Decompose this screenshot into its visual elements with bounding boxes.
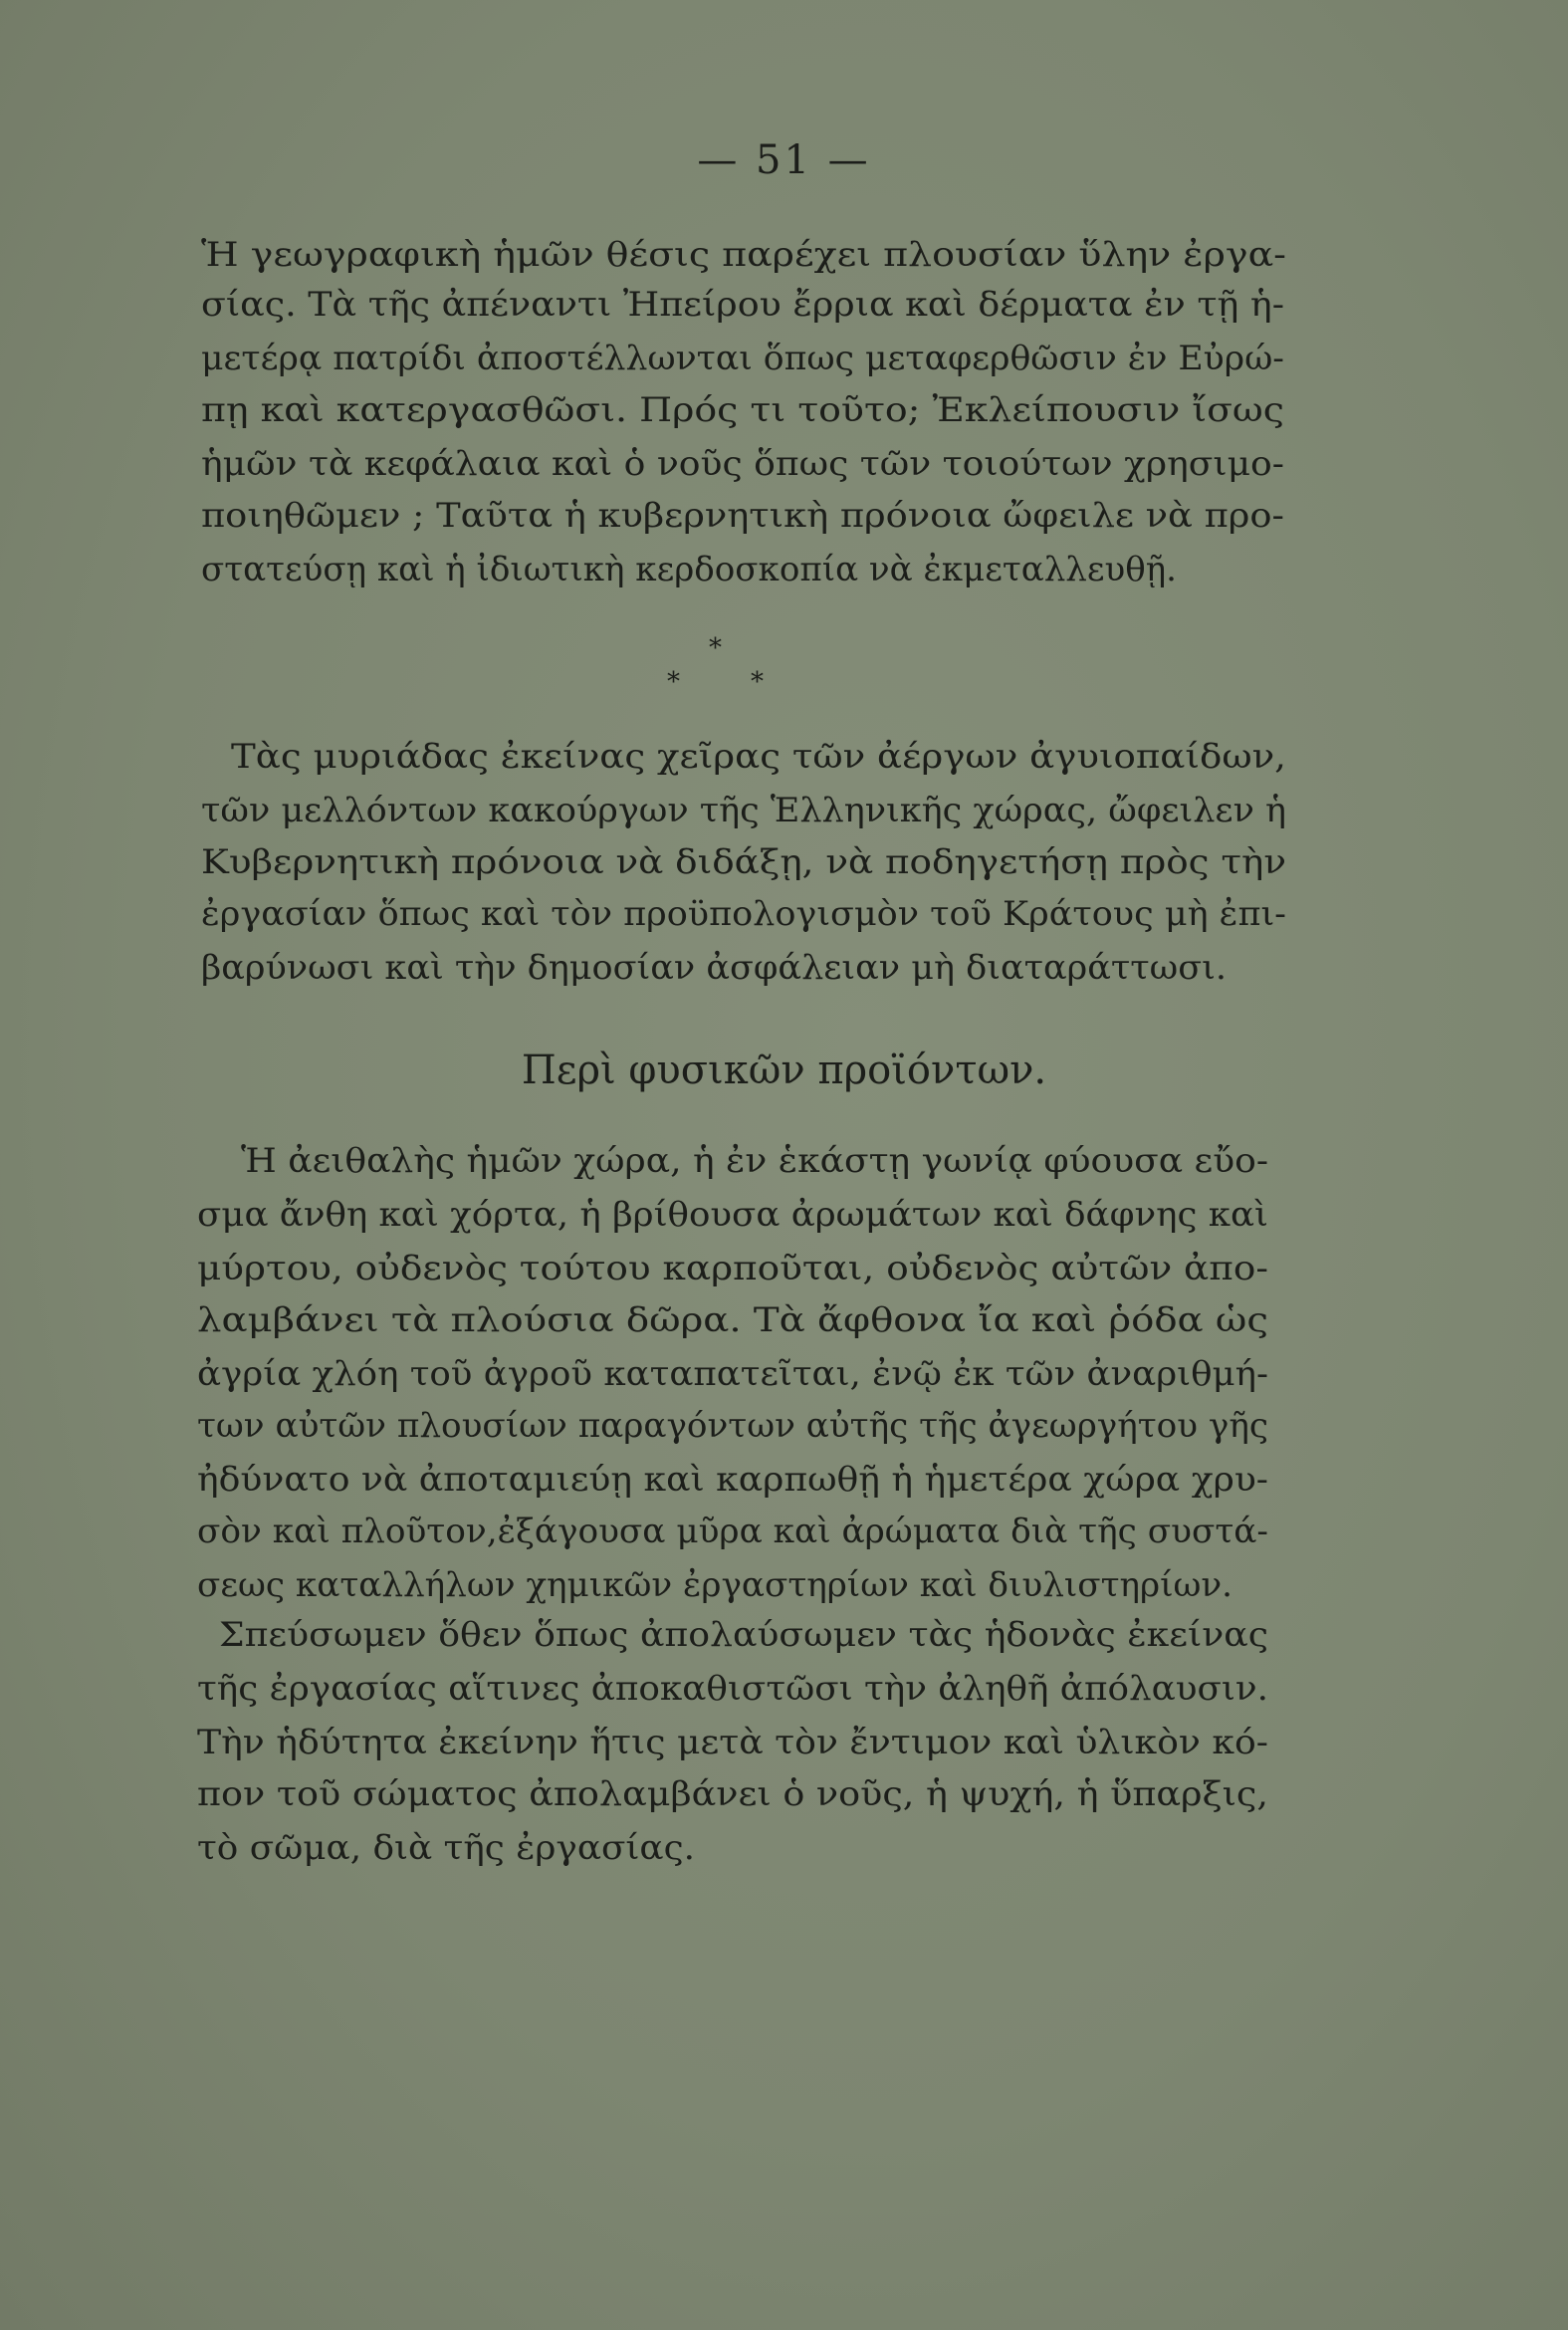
asterisk-left: * xyxy=(667,667,680,697)
text-line: ἡμῶν τὰ κεφάλαια καὶ ὁ νοῦς ὅπως τῶν τοιούτων χρησιμο- xyxy=(201,444,1284,484)
asterisk-right: * xyxy=(751,667,764,697)
text-line: Ἡ ἀειθαλὴς ἡμῶν χώρα, ἡ ἐν ἑκάστῃ γωνίᾳ φύουσα εὔο- xyxy=(241,1141,1268,1181)
text-line: ποιηθῶμεν ; Ταῦτα ἡ κυβερνητικὴ πρόνοια ὤφειλε νὰ προ- xyxy=(201,496,1284,536)
text-line: σὸν καὶ πλοῦτον,ἐξάγουσα μῦρα καὶ ἀρώματα διὰ τῆς συστά- xyxy=(197,1512,1268,1551)
text-line: μετέρᾳ πατρίδι ἀποστέλλωνται ὅπως μεταφερθῶσιν ἐν Εὐρώ- xyxy=(201,339,1284,378)
text-line: Σπεύσωμεν ὅθεν ὅπως ἀπολαύσωμεν τὰς ἡδονὰς ἐκείνας xyxy=(219,1615,1268,1655)
text-line: Τὴν ἡδύτητα ἐκείνην ἥτις μετὰ τὸν ἔντιμον καὶ ὑλικὸν κό- xyxy=(197,1723,1268,1762)
text-line: τὸ σῶμα, διὰ τῆς ἐργασίας. xyxy=(197,1828,695,1868)
text-line: τῶν μελλόντων κακούργων τῆς Ἑλληνικῆς χώρας, ὤφειλεν ἡ xyxy=(201,791,1286,830)
text-line: πον τοῦ σώματος ἀπολαμβάνει ὁ νοῦς, ἡ ψυχή, ἡ ὕπαρξις, xyxy=(197,1774,1268,1814)
text-line: Κυβερνητικὴ πρόνοια νὰ διδάξῃ, νὰ ποδηγετήσῃ πρὸς τὴν xyxy=(201,842,1286,882)
text-line: ἀγρία χλόη τοῦ ἀγροῦ καταπατεῖται, ἐνῷ ἐκ τῶν ἀναριθμή- xyxy=(197,1354,1268,1394)
text-line: Ἡ γεωγραφικὴ ἡμῶν θέσις παρέχει πλουσίαν ὕλην ἐργα- xyxy=(201,235,1286,275)
text-line: σμα ἄνθη καὶ χόρτα, ἡ βρίθουσα ἀρωμάτων καὶ δάφνης καὶ xyxy=(197,1195,1268,1235)
section-heading: Περὶ φυσικῶν προϊόντων. xyxy=(521,1048,1047,1093)
text-line: σεως καταλλήλων χημικῶν ἐργαστηρίων καὶ διυλιστηρίων. xyxy=(197,1565,1232,1605)
asterisk-top: * xyxy=(709,633,722,663)
text-line: στατεύσῃ καὶ ἡ ἰδιωτικὴ κερδοσκοπία νὰ ἐκμεταλλευθῇ. xyxy=(201,550,1177,589)
text-line: των αὐτῶν πλουσίων παραγόντων αὐτῆς τῆς ἀγεωργήτου γῆς xyxy=(197,1406,1268,1446)
text-line: σίας. Τὰ τῆς ἀπέναντι Ἠπείρου ἔρρια καὶ δέρματα ἐν τῇ ἡ- xyxy=(201,285,1284,325)
text-line: μύρτου, οὐδενὸς τούτου καρποῦται, οὐδενὸς αὐτῶν ἀπο- xyxy=(197,1249,1268,1288)
text-line: ἠδύνατο νὰ ἀποταμιεύῃ καὶ καρπωθῇ ἡ ἡμετέρα χώρα χρυ- xyxy=(197,1460,1268,1500)
text-line: λαμβάνει τὰ πλούσια δῶρα. Τὰ ἄφθονα ἴα καὶ ῥόδα ὡς xyxy=(197,1300,1268,1340)
text-line: βαρύνωσι καὶ τὴν δημοσίαν ἀσφάλειαν μὴ διαταράττωσι. xyxy=(201,948,1227,988)
text-line: πῃ καὶ κατεργασθῶσι. Πρός τι τοῦτο; Ἐκλείπουσιν ἴσως xyxy=(201,390,1284,430)
page-number: — 51 — xyxy=(697,137,871,183)
text-line: ἐργασίαν ὅπως καὶ τὸν προϋπολογισμὸν τοῦ Κράτους μὴ ἐπι- xyxy=(201,894,1286,934)
text-line: τῆς ἐργασίας αἵτινες ἀποκαθιστῶσι τὴν ἀληθῆ ἀπόλαυσιν. xyxy=(197,1669,1268,1709)
text-line: Τὰς μυριάδας ἐκείνας χεῖρας τῶν ἀέργων ἀγυιοπαίδων, xyxy=(231,737,1286,777)
